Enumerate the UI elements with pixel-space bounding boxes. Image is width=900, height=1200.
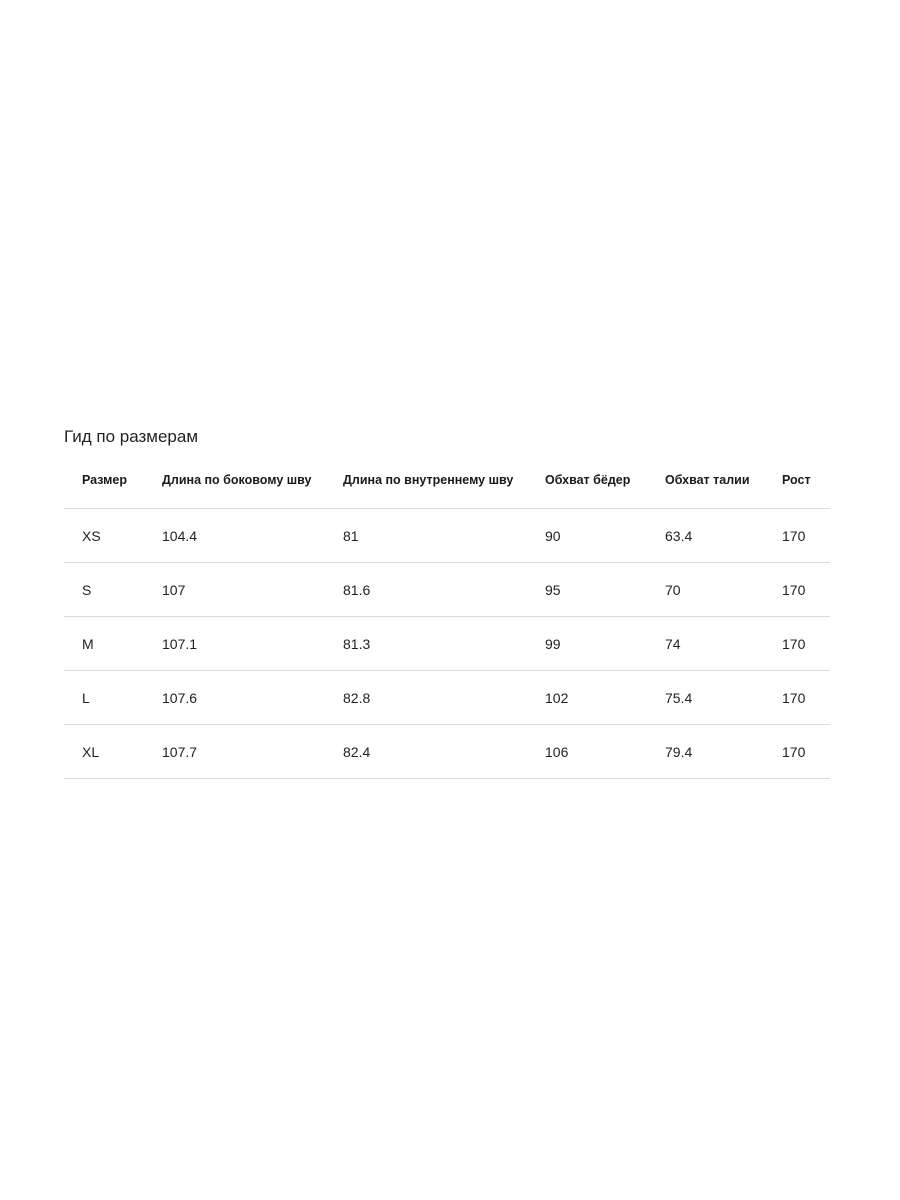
header-inseam-length: Длина по внутреннему шву (343, 473, 514, 487)
cell-waist: 75.4 (665, 671, 782, 725)
cell-size: S (64, 563, 162, 617)
cell-hip: 102 (545, 671, 665, 725)
cell-waist: 70 (665, 563, 782, 617)
cell-inseam-length: 81.3 (343, 617, 545, 671)
cell-inseam-length: 81 (343, 509, 545, 563)
cell-side-length: 107.6 (162, 671, 343, 725)
header-side-length: Длина по боковому шву (162, 473, 312, 487)
size-guide (64, 422, 830, 779)
table-header-row (64, 452, 830, 509)
table-row (64, 509, 830, 563)
table-row (64, 671, 830, 725)
cell-inseam-length: 82.4 (343, 725, 545, 779)
cell-size: M (64, 617, 162, 671)
cell-inseam-length: 82.8 (343, 671, 545, 725)
cell-side-length: 107.7 (162, 725, 343, 779)
cell-inseam-length: 81.6 (343, 563, 545, 617)
cell-hip: 106 (545, 725, 665, 779)
cell-waist: 63.4 (665, 509, 782, 563)
header-waist: Обхват талии (665, 473, 750, 487)
cell-hip: 90 (545, 509, 665, 563)
cell-size: L (64, 671, 162, 725)
cell-height: 170 (782, 509, 830, 563)
table-row (64, 563, 830, 617)
cell-waist: 79.4 (665, 725, 782, 779)
header-hip: Обхват бёдер (545, 473, 631, 487)
cell-side-length: 107.1 (162, 617, 343, 671)
table-row (64, 725, 830, 779)
cell-hip: 95 (545, 563, 665, 617)
cell-height: 170 (782, 725, 830, 779)
cell-height: 170 (782, 617, 830, 671)
size-table (64, 452, 830, 779)
cell-height: 170 (782, 563, 830, 617)
cell-hip: 99 (545, 617, 665, 671)
cell-size: XS (64, 509, 162, 563)
table-row (64, 617, 830, 671)
cell-height: 170 (782, 671, 830, 725)
cell-side-length: 104.4 (162, 509, 343, 563)
cell-waist: 74 (665, 617, 782, 671)
cell-side-length: 107 (162, 563, 343, 617)
size-guide-title: Гид по размерам (64, 427, 199, 446)
header-height: Рост (782, 473, 811, 487)
header-size: Размер (82, 473, 128, 487)
cell-size: XL (64, 725, 162, 779)
